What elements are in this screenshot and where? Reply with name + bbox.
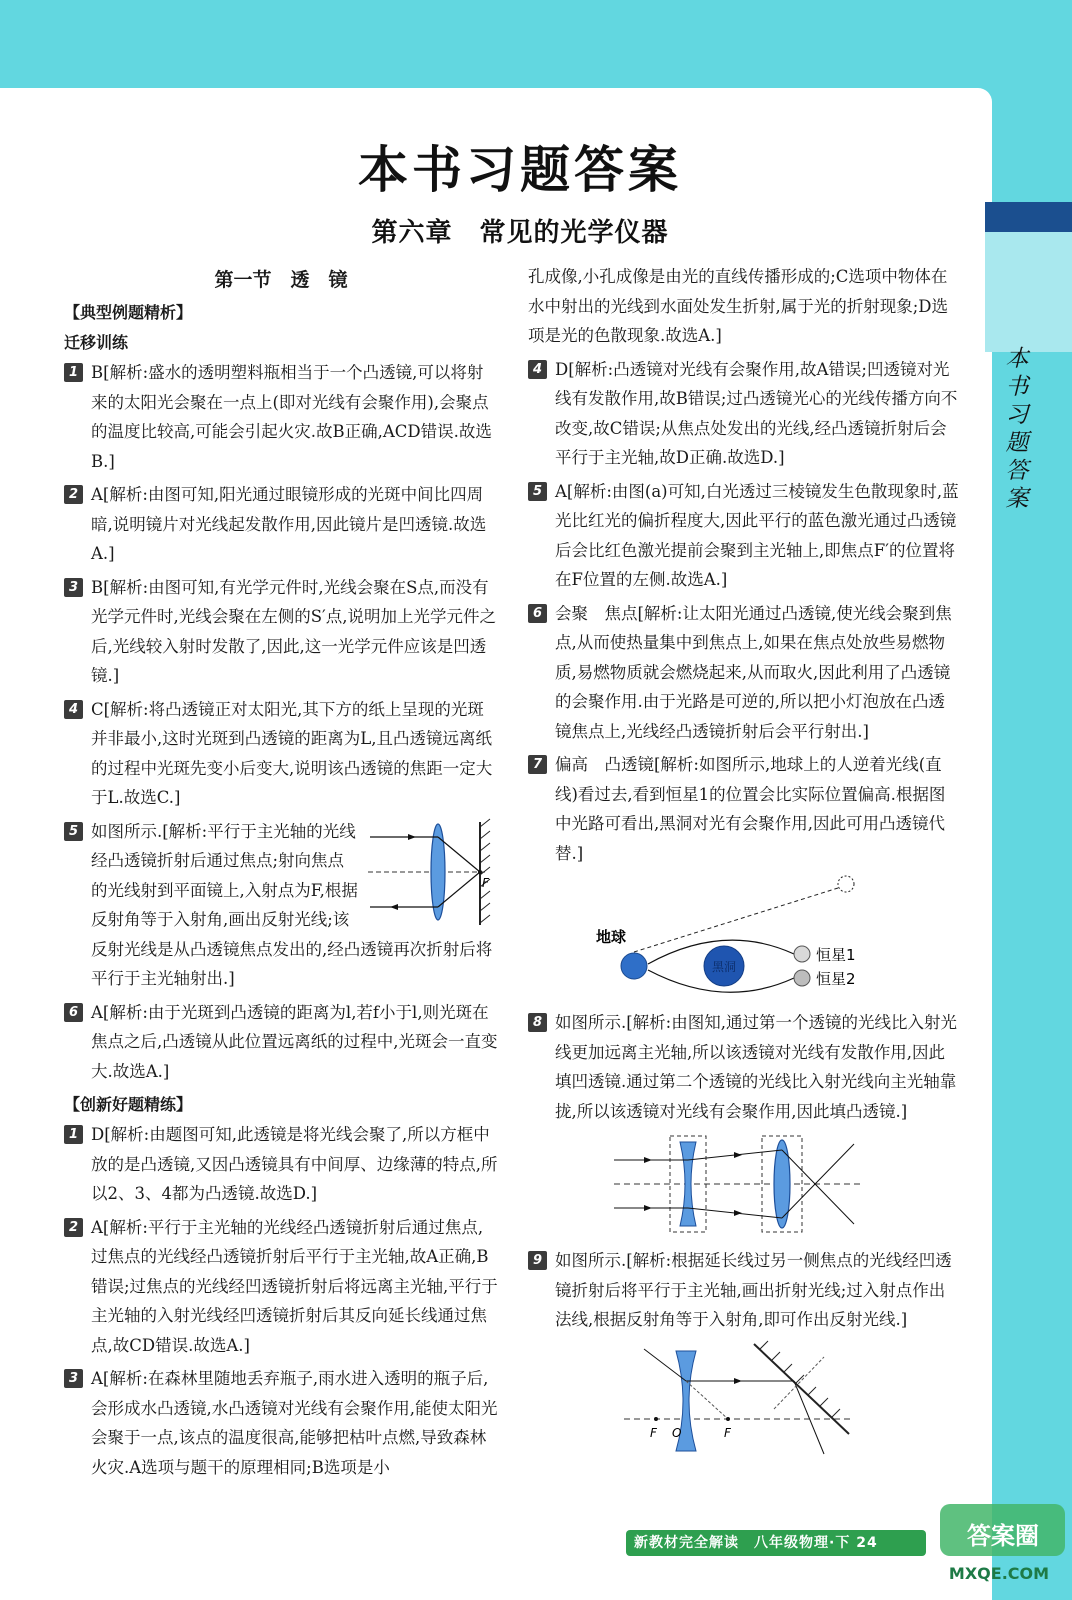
item-text: A[解析:由于光斑到凸透镜的距离为l,若f小于l,则光斑在焦点之后,凸透镜从此位置远离纸的过程中,光斑会一直变大.故选A.]: [91, 1002, 498, 1081]
heading-typical-examples: 【典型例题精析】: [64, 303, 193, 322]
answer-item: [528, 477, 960, 595]
answer-item: [64, 573, 498, 691]
answer-item: [64, 998, 498, 1087]
left-focus-label: F: [650, 1425, 657, 1440]
page-number: 24: [856, 1535, 878, 1551]
item-number: 1: [64, 1125, 83, 1144]
item-number: 3: [64, 1369, 83, 1388]
item-text: A[解析:在森林里随地丢弃瓶子,雨水进入透明的瓶子后,会形成水凸透镜,水凸透镜对光线有会聚作用,能使太阳光会聚于一点,该点的温度很高,能够把枯叶点燃,导致森林火灾.A选项与题干的原理相同;B选项是小: [91, 1369, 498, 1477]
answer-item: [528, 1246, 960, 1335]
item-text: A[解析:由图(a)可知,白光透过三棱镜发生色散现象时,蓝光比红光的偏折程度大,因此平行的蓝色激光通过凸透镜后会比红色激光提前会聚到主光轴上,即焦点F′的位置将在F位置的左侧.故选A.]: [555, 481, 959, 589]
answer-item: [64, 695, 498, 813]
answer-item: [64, 1364, 498, 1482]
right-focus-label: F: [724, 1425, 731, 1440]
item-text: 偏高 凸透镜[解析:如图所示,地球上的人逆着光线(直线)看过去,看到恒星1的位置会比实际位置偏高.根据图中光路可看出,黑洞对光有会聚作用,因此可用凸透镜代替.]: [555, 755, 946, 863]
item-text: C[解析:将凸透镜正对太阳光,其下方的纸上呈现的光斑并非最小,这时光斑到凸透镜的距离为L,且凸透镜远离纸的过程中光斑先变小后变大,说明该凸透镜的焦距一定大于L.故选C.]: [91, 699, 493, 807]
watermark-url: MXQE.COM: [948, 1564, 1050, 1583]
item-number: 7: [528, 755, 547, 774]
item-number: 2: [64, 485, 83, 504]
chapter-title: 第六章 常见的光学仪器: [371, 218, 669, 248]
heading-transfer-training: 迁移训练: [64, 333, 129, 352]
item-text: B[解析:盛水的透明塑料瓶相当于一个凸透镜,可以将射来的太阳光会聚在一点上(即对光线有会聚作用),会聚点的温度比较高,可能会引起火灾.故B正确,ACD错误.故选B.]: [91, 363, 492, 471]
item-number: 5: [528, 482, 547, 501]
convex-lens-mirror-figure: [368, 817, 498, 932]
black-hole-figure: [594, 872, 894, 1002]
item-number: 1: [64, 363, 83, 382]
blackhole-label: 黑洞: [711, 960, 737, 974]
item-text: A[解析:平行于主光轴的光线经凸透镜折射后通过焦点,过焦点的光线经凸透镜折射后平行于主光轴,故A正确,B错误;过焦点的光线经凹透镜折射后将远离主光轴,平行于主光轴的入射光线经凹透镜折射后其反向延长线通过焦点,故CD错误.故选A.]: [91, 1217, 498, 1355]
answer-item: [64, 358, 498, 476]
continued-text: 孔成像,小孔成像是由光的直线传播形成的;C选项中物体在水中射出的光线到水面处发生折射,属于光的折射现象;D选项是光的色散现象.故选A.]: [528, 267, 949, 345]
earth-label: 地球: [596, 928, 627, 946]
side-tab-label: 本书习题答案: [1005, 346, 1029, 512]
page-title: 本书习题答案: [358, 141, 682, 199]
item-text: D[解析:凸透镜对光线有会聚作用,故A错误;凹透镜对光线有发散作用,故B错误;过凸透镜光心的光线传播方向不改变,故C错误;从焦点处发出的光线,经凸透镜折射后会平行于主光轴,故D正确.故选D.]: [555, 359, 958, 467]
item-text: 会聚 焦点[解析:让太阳光通过凸透镜,使光线会聚到焦点,从而使热量集中到焦点上,如果在焦点处放些易燃物质,易燃物质就会燃烧起来,从而取火,因此利用了凸透镜的会聚作用.由于光路是可逆的,所以把小灯泡放在凸透镜焦点上,光线经凸透镜折射后会平行射出.]: [555, 603, 952, 741]
right-column: [528, 262, 960, 1465]
item-text: B[解析:由图可知,有光学元件时,光线会聚在S点,而没有光学元件时,光线会聚在左侧的S′点,说明加上光学元件之后,光线较入射时发散了,因此,这一光学元件应该是凹透镜.]: [91, 577, 497, 685]
answer-item: [528, 750, 960, 868]
item-number: 6: [64, 1003, 83, 1022]
item-number: 4: [64, 700, 83, 719]
focus-label: F: [482, 875, 489, 890]
concave-lens-mirror-figure: [624, 1339, 864, 1459]
footer-text: [634, 1532, 924, 1554]
item-text: D[解析:由题图可知,此透镜是将光线会聚了,所以方框中放的是凸透镜,又因凸透镜具有中间厚、边缘薄的特点,所以2、3、4都为凸透镜.故选D.]: [91, 1125, 498, 1203]
item-number: 9: [528, 1251, 547, 1270]
item-number: 2: [64, 1218, 83, 1237]
answer-item: [64, 1213, 498, 1361]
answer-item: [528, 355, 960, 473]
side-band-light: [985, 232, 1072, 352]
item-number: 3: [64, 578, 83, 597]
item-text: 如图所示.[解析:由图知,通过第一个透镜的光线比入射光线更加远离主光轴,所以该透镜对光线有发散作用,因此填凹透镜.通过第二个透镜的光线比入射光线向主光轴靠拢,所以该透镜对光线有会聚作用,因此填凸透镜.]: [555, 1013, 957, 1121]
item-text: 如图所示.[解析:平行于主光轴的光线经凸透镜折射后通过焦点;射向焦点的光线射到平面镜上,入射点为F,根据反射角等于入射角,画出反射光线;该反射光线是从凸透镜焦点发出的,经凸透镜再次折射后将平行于主光轴射出.]: [91, 821, 493, 988]
footer-book-title: 新教材完全解读 八年级物理·下: [634, 1535, 851, 1551]
item-text: A[解析:由图可知,阳光通过眼镜形成的光斑中间比四周暗,说明镜片对光线起发散作用,因此镜片是凹透镜.故选A.]: [91, 485, 487, 563]
star2-label: 恒星2: [816, 970, 856, 988]
heading-innovation-practice: 【创新好题精练】: [64, 1095, 193, 1114]
item-text: 如图所示.[解析:根据延长线过另一侧焦点的光线经凹透镜折射后将平行于主光轴,画出折射光线;过入射点作出法线,根据反射角等于入射角,即可作出反射光线.]: [555, 1251, 952, 1329]
answer-item: [528, 599, 960, 747]
item-number: 8: [528, 1013, 547, 1032]
left-column: [64, 264, 498, 1486]
watermark-text: 答案圈: [967, 1522, 1039, 1550]
section-title: 第一节 透 镜: [214, 269, 348, 291]
answer-item: [64, 480, 498, 569]
answer-item: [528, 1008, 960, 1126]
two-lens-figure: [614, 1130, 874, 1240]
item-number: 5: [64, 822, 83, 841]
item-number: 4: [528, 360, 547, 379]
optical-center-label: O: [672, 1425, 682, 1440]
answer-item: [64, 817, 498, 994]
answer-item: [64, 1120, 498, 1209]
star1-label: 恒星1: [816, 946, 856, 964]
item-number: 6: [528, 604, 547, 623]
